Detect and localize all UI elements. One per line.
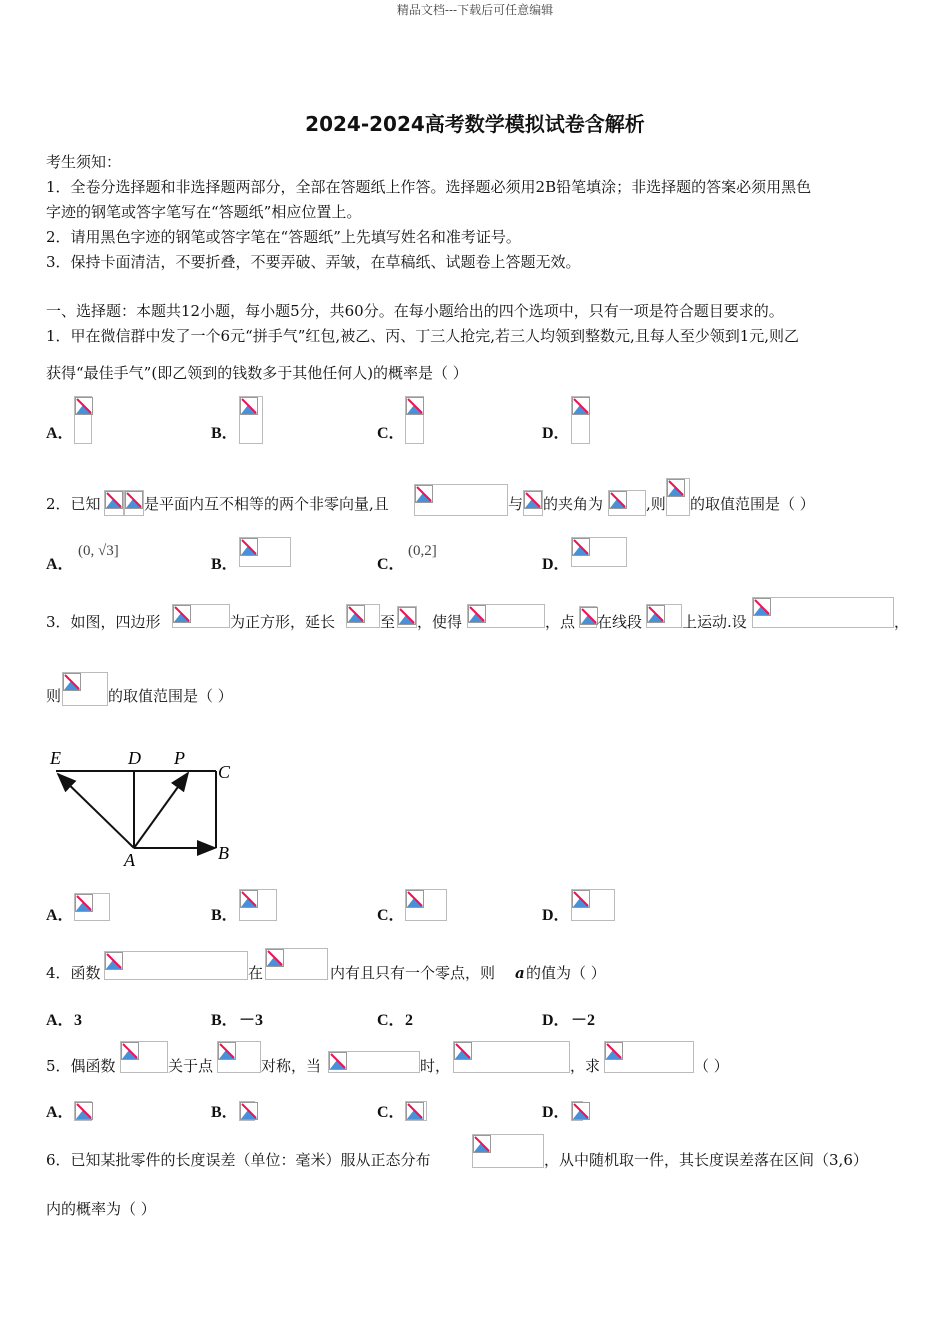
q5-formula-image xyxy=(453,1041,570,1073)
broken-image-icon xyxy=(647,605,665,623)
q4-option-d-label: D． xyxy=(542,1012,570,1029)
q6-line1: 6．已知某批零件的长度误差（单位：毫米）服从正态分布 xyxy=(46,1151,431,1169)
q2-text: 的取值范围是（ ） xyxy=(690,495,815,513)
q2-option-d-label: D． xyxy=(542,556,570,573)
q4-text: 的值为（ ） xyxy=(526,964,606,982)
broken-image-icon xyxy=(240,397,258,415)
q4-option-b-label: B． xyxy=(211,1012,238,1029)
broken-image-icon xyxy=(173,605,191,623)
q1-option-a-image xyxy=(74,396,92,444)
broken-image-icon xyxy=(266,949,284,967)
broken-image-icon xyxy=(218,1042,236,1060)
label-p: P xyxy=(174,748,185,768)
q2-formula-image xyxy=(608,490,646,516)
q5-option-c-image xyxy=(405,1101,427,1121)
q5-text: 时， xyxy=(420,1057,451,1075)
q3-formula-image xyxy=(752,597,894,628)
q3-text: 上运动.设 xyxy=(682,613,747,631)
q4-option-d-value: －2 xyxy=(571,1012,596,1029)
q4-option-c-value: 2 xyxy=(405,1012,413,1029)
q2-text: 是平面内互不相等的两个非零向量,且 xyxy=(144,495,389,513)
q2-option-b-image xyxy=(239,537,291,567)
q5-option-c-label: C． xyxy=(377,1104,405,1121)
broken-image-icon xyxy=(75,894,93,912)
q3-formula-image xyxy=(646,604,682,628)
q3-text: ，使得 xyxy=(417,613,463,631)
q3-text: 在线段 xyxy=(597,613,643,631)
q4-text: 内有且只有一个零点，则 xyxy=(330,964,496,982)
q5-text: 对称，当 xyxy=(261,1057,322,1075)
broken-image-icon xyxy=(572,890,590,908)
q5-formula-image xyxy=(604,1041,694,1073)
page-title: 2024-2024高考数学模拟试卷含解析 xyxy=(305,112,645,136)
q5-option-b-label: B． xyxy=(211,1104,238,1121)
vector-ae xyxy=(58,774,134,848)
label-b: B xyxy=(218,843,229,863)
q2-text: 2．已知 xyxy=(46,495,101,513)
q3-formula-image xyxy=(397,606,417,628)
q3-option-c-image xyxy=(405,889,447,921)
broken-image-icon xyxy=(468,605,486,623)
label-c: C xyxy=(218,762,231,782)
q5-text: ，求 xyxy=(570,1057,601,1075)
q3-option-a-label: A． xyxy=(46,907,74,924)
broken-image-icon xyxy=(406,397,424,415)
q2-option-b-label: B． xyxy=(211,556,238,573)
broken-image-icon xyxy=(609,491,627,509)
q5-option-d-image xyxy=(571,1101,583,1121)
broken-image-icon xyxy=(240,1102,258,1120)
q3-text: 3．如图，四边形 xyxy=(46,613,161,631)
broken-image-icon xyxy=(580,607,598,625)
broken-image-icon xyxy=(121,1042,139,1060)
q3-text: 的取值范围是（ ） xyxy=(108,687,233,705)
q3-text: 为正方形，延长 xyxy=(230,613,336,631)
notice-heading: 考生须知： xyxy=(46,153,122,171)
q1-option-d-image xyxy=(571,396,590,444)
q3-text: 则 xyxy=(46,687,62,705)
q2-option-c-math: (0,2] xyxy=(408,543,437,559)
broken-image-icon xyxy=(406,1102,424,1120)
broken-image-icon xyxy=(753,598,771,616)
q5-formula-image xyxy=(328,1051,420,1073)
label-e: E xyxy=(50,748,61,768)
broken-image-icon xyxy=(347,605,365,623)
q3-formula-image xyxy=(62,672,108,706)
vector-ap xyxy=(134,773,188,848)
broken-image-icon xyxy=(572,397,590,415)
broken-image-icon xyxy=(75,397,93,415)
broken-image-icon xyxy=(125,491,143,509)
broken-image-icon xyxy=(667,479,685,497)
broken-image-icon xyxy=(63,673,81,691)
q4-formula-image xyxy=(104,951,248,980)
q4-variable: a xyxy=(515,964,525,982)
broken-image-icon xyxy=(473,1135,491,1153)
broken-image-icon xyxy=(406,890,424,908)
broken-image-icon xyxy=(572,1102,590,1120)
q2-option-a-math: (0, √3] xyxy=(78,543,119,559)
q2-option-a-label: A． xyxy=(46,556,74,573)
q3-formula-image xyxy=(579,606,597,628)
q1-line2: 获得“最佳手气”(即乙领到的钱数多于其他任何人)的概率是（ ） xyxy=(46,364,468,382)
q5-formula-image xyxy=(120,1041,168,1073)
q3-option-a-image xyxy=(74,893,110,921)
q3-option-b-image xyxy=(239,889,277,921)
broken-image-icon xyxy=(454,1042,472,1060)
broken-image-icon xyxy=(240,890,258,908)
q5-formula-image xyxy=(217,1041,261,1073)
label-a: A xyxy=(124,850,135,870)
q3-option-d-label: D． xyxy=(542,907,570,924)
broken-image-icon xyxy=(240,538,258,556)
q5-option-a-label: A． xyxy=(46,1104,74,1121)
broken-image-icon xyxy=(105,952,123,970)
q3-text: 至 xyxy=(380,613,396,631)
q2-formula-image xyxy=(523,490,543,516)
q2-option-d-image xyxy=(571,537,627,567)
q5-text: （ ） xyxy=(694,1057,729,1075)
q1-option-c-image xyxy=(405,396,424,444)
q5-text: 关于点 xyxy=(168,1057,214,1075)
q4-text: 在 xyxy=(248,964,264,982)
q3-option-d-image xyxy=(571,889,615,921)
label-d: D xyxy=(128,748,141,768)
broken-image-icon xyxy=(329,1052,347,1070)
notice-item: 3．保持卡面清洁，不要折叠，不要弄破、弄皱，在草稿纸、试题卷上答题无效。 xyxy=(46,253,581,271)
q5-option-b-image xyxy=(239,1101,255,1121)
q4-option-a-value: 3 xyxy=(74,1012,82,1029)
broken-image-icon xyxy=(415,485,433,503)
q6-line1-cont: ，从中随机取一件，其长度误差落在区间（3,6） xyxy=(544,1151,868,1169)
broken-image-icon xyxy=(605,1042,623,1060)
q2-formula-image xyxy=(104,490,124,516)
q3-geometry-figure xyxy=(44,742,244,870)
q4-formula-image xyxy=(265,948,328,980)
q3-text: ， xyxy=(894,613,910,631)
q5-option-a-image xyxy=(74,1101,92,1121)
q2-formula-image xyxy=(666,478,690,516)
q3-formula-image xyxy=(467,604,545,628)
q6-formula-image xyxy=(472,1134,544,1168)
q3-formula-image xyxy=(172,604,230,628)
q1-option-c-label: C． xyxy=(377,425,405,442)
notice-item: 字迹的钢笔或答字笔写在“答题纸”相应位置上。 xyxy=(46,203,362,221)
q2-text: 与 xyxy=(508,495,524,513)
notice-item: 2．请用黑色字迹的钢笔或答字笔在“答题纸”上先填写姓名和准考证号。 xyxy=(46,228,521,246)
broken-image-icon xyxy=(524,491,542,509)
q1-option-b-image xyxy=(239,396,263,444)
q2-option-c-label: C． xyxy=(377,556,405,573)
q2-text: ,则 xyxy=(646,495,666,513)
section-heading: 一、选择题：本题共12小题，每小题5分，共60分。在每小题给出的四个选项中，只有一项是符合题目要求的。 xyxy=(46,302,784,320)
q4-option-b-value: －3 xyxy=(239,1012,264,1029)
broken-image-icon xyxy=(75,1102,93,1120)
broken-image-icon xyxy=(572,538,590,556)
q5-option-d-label: D． xyxy=(542,1104,570,1121)
q2-formula-image xyxy=(124,490,144,516)
q4-option-c-label: C． xyxy=(377,1012,405,1029)
q4-option-a-label: A． xyxy=(46,1012,74,1029)
q1-line1: 1．甲在微信群中发了一个6元“拼手气”红包,被乙、丙、丁三人抢完,若三人均领到整数元,且每人至少领到1元,则乙 xyxy=(46,327,800,345)
q3-formula-image xyxy=(346,604,380,628)
broken-image-icon xyxy=(105,491,123,509)
page-header-text: 精品文档---下载后可任意编辑 xyxy=(396,3,554,17)
notice-item: 1．全卷分选择题和非选择题两部分，全部在答题纸上作答。选择题必须用2B铅笔填涂；非选择题的答案必须用黑色 xyxy=(46,178,812,196)
q1-option-d-label: D． xyxy=(542,425,570,442)
q5-text: 5．偶函数 xyxy=(46,1057,116,1075)
q3-text: ，点 xyxy=(545,613,576,631)
q2-text: 的夹角为 xyxy=(543,495,604,513)
broken-image-icon xyxy=(398,607,416,625)
q4-text: 4．函数 xyxy=(46,964,101,982)
q1-option-a-label: A． xyxy=(46,425,74,442)
q2-formula-image xyxy=(414,484,508,516)
q1-option-b-label: B． xyxy=(211,425,238,442)
q3-option-b-label: B． xyxy=(211,907,238,924)
q3-option-c-label: C． xyxy=(377,907,405,924)
q6-line2: 内的概率为（ ） xyxy=(46,1200,156,1218)
